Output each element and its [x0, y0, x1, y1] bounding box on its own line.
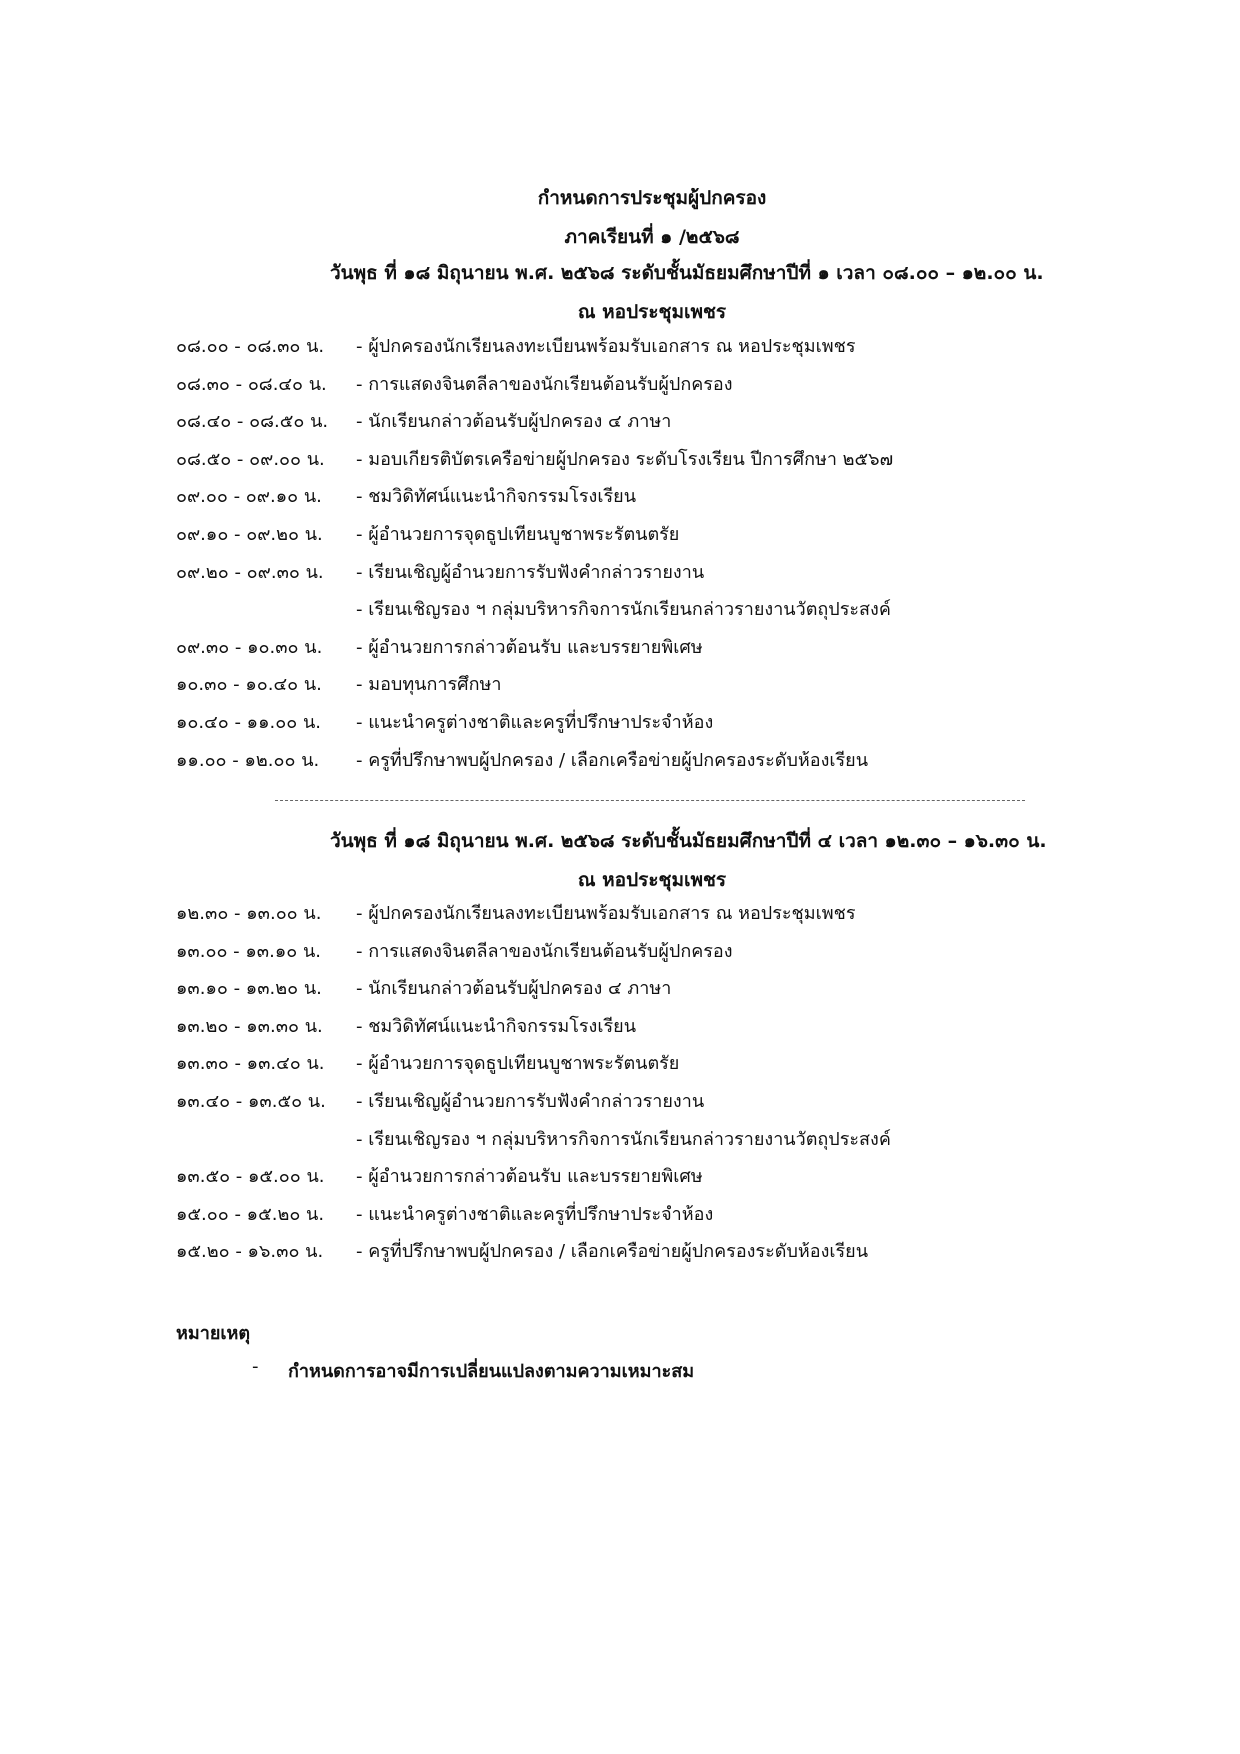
- session1-date-line: วันพุธ ที่ ๑๘ มิถุนายน พ.ศ. ๒๕๖๘ ระดับชั้นมัธยมศึกษาปีที่ ๑ เวลา ๐๘.๐๐ – ๑๒.๐๐ น.: [330, 262, 1044, 284]
- schedule-activity: - นักเรียนกล่าวต้อนรับผู้ปกครอง ๔ ภาษา: [356, 978, 672, 999]
- schedule-activity: - มอบทุนการศึกษา: [356, 674, 502, 695]
- schedule-activity: - ผู้อำนวยการจุดธูปเทียนบูชาพระรัตนตรัย: [356, 1053, 680, 1074]
- schedule-time: ๑๕.๐๐ - ๑๕.๒๐ น.: [176, 1204, 325, 1225]
- schedule-activity: - ผู้ปกครองนักเรียนลงทะเบียนพร้อมรับเอกสาร ณ หอประชุมเพชร: [356, 336, 856, 357]
- schedule-time: ๑๓.๐๐ - ๑๓.๑๐ น.: [176, 941, 321, 962]
- schedule-activity: - การแสดงจินตลีลาของนักเรียนต้อนรับผู้ปกครอง: [356, 374, 733, 395]
- schedule-activity: - ผู้อำนวยการจุดธูปเทียนบูชาพระรัตนตรัย: [356, 524, 680, 545]
- schedule-activity: - ผู้ปกครองนักเรียนลงทะเบียนพร้อมรับเอกสาร ณ หอประชุมเพชร: [356, 903, 856, 924]
- schedule-time: ๑๓.๑๐ - ๑๓.๒๐ น.: [176, 978, 322, 999]
- semester-label: ภาคเรียนที่ ๑ /๒๕๖๘: [564, 226, 740, 248]
- schedule-activity: - แนะนำครูต่างชาติและครูที่ปรึกษาประจำห้อง: [356, 712, 714, 733]
- session1-venue: ณ หอประชุมเพชร: [577, 301, 727, 323]
- schedule-time: ๐๘.๓๐ - ๐๘.๔๐ น.: [176, 374, 327, 395]
- schedule-activity: - แนะนำครูต่างชาติและครูที่ปรึกษาประจำห้อง: [356, 1204, 714, 1225]
- schedule-time: ๐๙.๓๐ - ๑๐.๓๐ น.: [176, 637, 323, 658]
- note-text: กำหนดการอาจมีการเปลี่ยนแปลงตามความเหมาะสม: [288, 1361, 695, 1382]
- schedule-activity: - ผู้อำนวยการกล่าวต้อนรับ และบรรยายพิเศษ: [356, 1166, 703, 1187]
- schedule-time: ๐๘.๔๐ - ๐๘.๕๐ น.: [176, 411, 329, 432]
- schedule-activity: - ชมวิดิทัศน์แนะนำกิจกรรมโรงเรียน: [356, 1016, 637, 1037]
- schedule-time: ๑๓.๔๐ - ๑๓.๕๐ น.: [176, 1091, 326, 1112]
- section-divider: [275, 800, 1025, 801]
- schedule-time: ๑๓.๕๐ - ๑๕.๐๐ น.: [176, 1166, 325, 1187]
- schedule-time: ๑๑.๐๐ - ๑๒.๐๐ น.: [176, 750, 320, 771]
- schedule-time: ๐๙.๒๐ - ๐๙.๓๐ น.: [176, 562, 324, 583]
- schedule-activity: - นักเรียนกล่าวต้อนรับผู้ปกครอง ๔ ภาษา: [356, 411, 672, 432]
- schedule-activity: - ชมวิดิทัศน์แนะนำกิจกรรมโรงเรียน: [356, 486, 637, 507]
- schedule-time: ๑๐.๓๐ - ๑๐.๔๐ น.: [176, 674, 322, 695]
- schedule-time: ๑๒.๓๐ - ๑๓.๐๐ น.: [176, 903, 322, 924]
- schedule-activity: - เรียนเชิญผู้อำนวยการรับฟังคำกล่าวรายงาน: [356, 1091, 705, 1112]
- schedule-time: ๑๐.๔๐ - ๑๑.๐๐ น.: [176, 712, 321, 733]
- schedule-activity: - ครูที่ปรึกษาพบผู้ปกครอง / เลือกเครือข่ายผู้ปกครองระดับห้องเรียน: [356, 1241, 869, 1262]
- schedule-time: ๑๓.๓๐ - ๑๓.๔๐ น.: [176, 1053, 325, 1074]
- schedule-time: ๑๓.๒๐ - ๑๓.๓๐ น.: [176, 1016, 323, 1037]
- schedule-time: ๐๙.๑๐ - ๐๙.๒๐ น.: [176, 524, 323, 545]
- document-title: กำหนดการประชุมผู้ปกครอง: [537, 187, 767, 209]
- schedule-activity: - ผู้อำนวยการกล่าวต้อนรับ และบรรยายพิเศษ: [356, 637, 703, 658]
- schedule-activity: - เรียนเชิญรอง ฯ กลุ่มบริหารกิจการนักเรียนกล่าวรายงานวัตถุประสงค์: [356, 1129, 891, 1150]
- schedule-time: ๑๕.๒๐ - ๑๖.๓๐ น.: [176, 1241, 324, 1262]
- schedule-time: ๐๙.๐๐ - ๐๙.๑๐ น.: [176, 486, 322, 507]
- note-dash: -: [252, 1356, 259, 1377]
- note-title: หมายเหตุ: [176, 1323, 251, 1344]
- schedule-time: ๐๘.๐๐ - ๐๘.๓๐ น.: [176, 336, 325, 357]
- schedule-activity: - ครูที่ปรึกษาพบผู้ปกครอง / เลือกเครือข่ายผู้ปกครองระดับห้องเรียน: [356, 750, 869, 771]
- schedule-activity: - การแสดงจินตลีลาของนักเรียนต้อนรับผู้ปกครอง: [356, 941, 733, 962]
- session2-venue: ณ หอประชุมเพชร: [577, 869, 727, 891]
- schedule-activity: - เรียนเชิญรอง ฯ กลุ่มบริหารกิจการนักเรียนกล่าวรายงานวัตถุประสงค์: [356, 599, 891, 620]
- schedule-time: ๐๘.๕๐ - ๐๙.๐๐ น.: [176, 449, 325, 470]
- session2-date-line: วันพุธ ที่ ๑๘ มิถุนายน พ.ศ. ๒๕๖๘ ระดับชั้นมัธยมศึกษาปีที่ ๔ เวลา ๑๒.๓๐ – ๑๖.๓๐ น.: [330, 830, 1047, 852]
- schedule-activity: - มอบเกียรติบัตรเครือข่ายผู้ปกครอง ระดับโรงเรียน ปีการศึกษา ๒๕๖๗: [356, 449, 894, 470]
- schedule-activity: - เรียนเชิญผู้อำนวยการรับฟังคำกล่าวรายงาน: [356, 562, 705, 583]
